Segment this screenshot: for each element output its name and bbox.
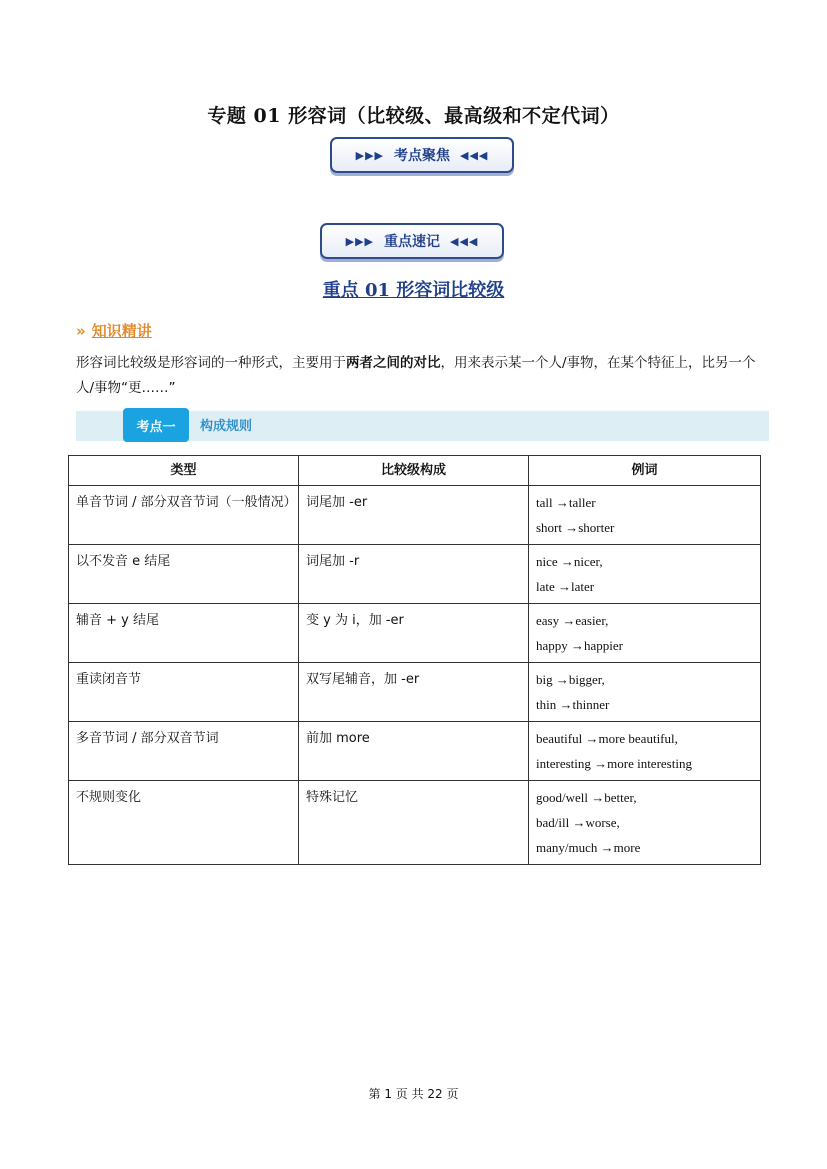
table-row [69, 663, 761, 722]
section-heading: 重点 01 形容词比较级 [322, 280, 505, 301]
table-row [69, 604, 761, 663]
row-rule: 词尾加 -er [299, 486, 529, 545]
example: short →shorter [536, 520, 615, 535]
row-rule: 前加 more [299, 722, 529, 781]
table-row [69, 722, 761, 781]
example: beautiful →more beautiful, [536, 731, 678, 746]
example: tall →taller [536, 495, 596, 510]
example: happy →happier [536, 638, 624, 653]
kaodian-title: 构成规则 [200, 419, 253, 434]
arrow-left-icon: ◀◀◀ [450, 234, 479, 248]
intro-paragraph [76, 351, 766, 401]
example: interesting →more interesting [536, 756, 692, 771]
example: nice →nicer, [536, 554, 603, 569]
knowledge-label-text: 知识精讲 [91, 322, 152, 340]
row-rule: 变 y 为 i，加 -er [299, 604, 529, 663]
intro-text-2: ，用来表示某一个人/事物，在某个特征上，比另一个人/事物“更……” [76, 355, 756, 396]
double-chevron-icon: » [76, 322, 86, 340]
row-examples [529, 486, 761, 545]
focus-banner-label: 考点聚焦 [394, 148, 450, 164]
header-examples: 例词 [529, 456, 761, 486]
row-examples [529, 781, 761, 865]
header-type: 类型 [69, 456, 299, 486]
row-rule: 词尾加 -r [299, 545, 529, 604]
arrow-right-icon: ▶▶▶ [355, 148, 384, 162]
row-type: 多音节词 / 部分双音节词 [69, 722, 299, 781]
row-examples [529, 663, 761, 722]
table-row [69, 486, 761, 545]
example: late →later [536, 579, 595, 594]
row-examples [529, 545, 761, 604]
row-rule: 双写尾辅音，加 -er [299, 663, 529, 722]
row-rule: 特殊记忆 [299, 781, 529, 865]
row-examples [529, 722, 761, 781]
knowledge-label [76, 320, 152, 341]
document-title: 专题 01 形容词（比较级、最高级和不定代词） [207, 105, 620, 127]
example: good/well →better, [536, 790, 637, 805]
example: many/much →more [536, 840, 641, 855]
page-footer: 第 1 页 共 22 页 [368, 1087, 459, 1101]
row-type: 以不发音 e 结尾 [69, 545, 299, 604]
row-type: 重读闭音节 [69, 663, 299, 722]
intro-emphasis: 两者之间的对比 [346, 355, 441, 371]
focus-banner [330, 137, 514, 173]
comparative-rules-table [68, 455, 761, 865]
example: easy →easier, [536, 613, 609, 628]
row-examples [529, 604, 761, 663]
kaodian-pill: 考点一 [123, 408, 189, 442]
table-row [69, 781, 761, 865]
header-rule: 比较级构成 [299, 456, 529, 486]
arrow-left-icon: ◀◀◀ [460, 148, 489, 162]
memo-banner-label: 重点速记 [384, 234, 440, 250]
row-type: 单音节词 / 部分双音节词（一般情况） [69, 486, 299, 545]
example: bad/ill →worse, [536, 815, 620, 830]
row-type: 不规则变化 [69, 781, 299, 865]
table-row [69, 545, 761, 604]
table-header-row [69, 456, 761, 486]
row-type: 辅音 + y 结尾 [69, 604, 299, 663]
example: thin →thinner [536, 697, 610, 712]
arrow-right-icon: ▶▶▶ [345, 234, 374, 248]
example: big →bigger, [536, 672, 605, 687]
memo-banner [320, 223, 504, 259]
intro-text-1: 形容词比较级是形容词的一种形式，主要用于 [76, 355, 346, 371]
